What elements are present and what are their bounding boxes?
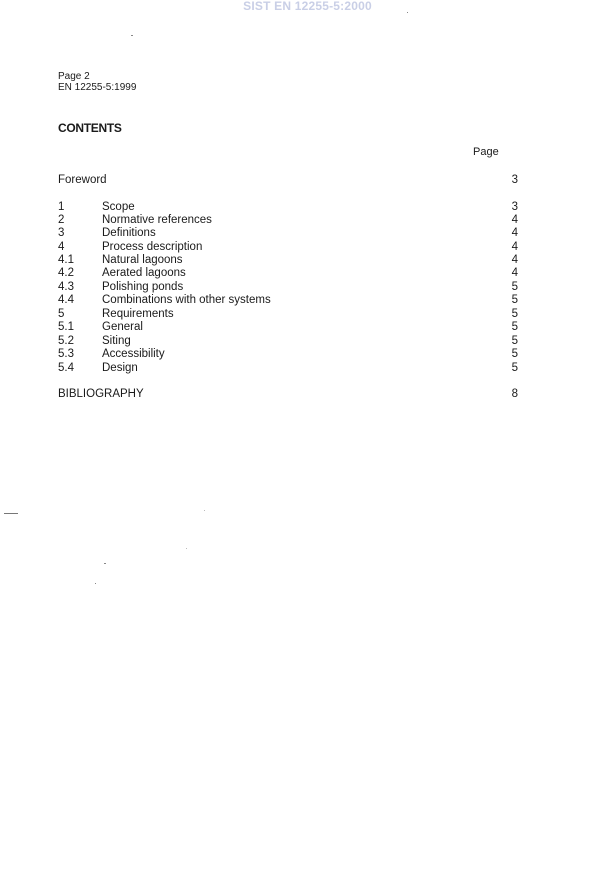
scan-mark — [4, 513, 18, 514]
toc-entry[interactable] — [58, 321, 520, 335]
page-number-line: Page 2 — [58, 71, 90, 82]
toc-entry-page: 3 — [511, 201, 518, 213]
toc-entry-page: 4 — [511, 241, 518, 253]
scan-speck — [204, 510, 205, 511]
toc-entry-number: 4.1 — [58, 254, 74, 266]
toc-entry-title: Polishing ponds — [102, 281, 184, 293]
toc-entry[interactable] — [58, 335, 520, 349]
toc-entry-page: 8 — [511, 388, 518, 400]
scan-speck — [131, 35, 133, 36]
toc-entry-page: 5 — [511, 335, 518, 347]
toc-entry[interactable] — [58, 201, 520, 215]
toc-entry-title: Scope — [102, 201, 135, 213]
toc-entry-number: 4 — [58, 241, 65, 253]
toc-entry-title: Combinations with other systems — [102, 294, 271, 306]
toc-entry-title: Definitions — [102, 227, 156, 239]
toc-entry-title: General — [102, 321, 143, 333]
toc-entry[interactable] — [58, 348, 520, 362]
scan-speck — [407, 12, 408, 13]
toc-entry[interactable] — [58, 214, 520, 228]
toc-entry-page: 5 — [511, 321, 518, 333]
toc-entry-number: 5.4 — [58, 362, 74, 374]
toc-entry-title: Natural lagoons — [102, 254, 183, 266]
page-column-label: Page — [473, 146, 499, 158]
scan-speck — [95, 583, 96, 584]
page-header — [58, 71, 136, 93]
toc-entry[interactable] — [58, 308, 520, 322]
toc-entry-title: Foreword — [58, 174, 107, 186]
contents-title: CONTENTS — [58, 121, 122, 135]
toc-entry-title: Normative references — [102, 214, 212, 226]
toc-entry-foreword[interactable] — [58, 174, 520, 188]
toc-entry-number: 5.1 — [58, 321, 74, 333]
toc-entry-page: 5 — [511, 281, 518, 293]
toc-entry-page: 4 — [511, 214, 518, 226]
toc-entry-number: 4.2 — [58, 267, 74, 279]
scan-speck — [186, 548, 187, 549]
toc-entry[interactable] — [58, 267, 520, 281]
toc-entry-number: 2 — [58, 214, 65, 226]
toc-entry-number: 4.4 — [58, 294, 74, 306]
toc-entry-page: 3 — [511, 174, 518, 186]
toc-entry[interactable] — [58, 294, 520, 308]
toc-entry-number: 1 — [58, 201, 65, 213]
toc-entry-page: 5 — [511, 362, 518, 374]
toc-entry-title: Accessibility — [102, 348, 165, 360]
toc-entry-number: 5.2 — [58, 335, 74, 347]
toc-entry-number: 5.3 — [58, 348, 74, 360]
toc-entry-number: 3 — [58, 227, 65, 239]
toc-entry-page: 4 — [511, 267, 518, 279]
toc-entry-page: 5 — [511, 308, 518, 320]
toc-entry-title: Siting — [102, 335, 131, 347]
toc-entry[interactable] — [58, 362, 520, 376]
toc-entry-page: 4 — [511, 254, 518, 266]
toc-entry[interactable] — [58, 227, 520, 241]
toc-entry-number: 5 — [58, 308, 65, 320]
watermark: SIST EN 12255-5:2000 — [243, 0, 372, 13]
toc-entry[interactable] — [58, 254, 520, 268]
toc-entry-number: 4.3 — [58, 281, 74, 293]
toc-entry-page: 5 — [511, 294, 518, 306]
toc-entry[interactable] — [58, 281, 520, 295]
toc-entry[interactable] — [58, 241, 520, 255]
toc-entry-title: Requirements — [102, 308, 174, 320]
toc-entry-title: Process description — [102, 241, 203, 253]
toc-entry-bibliography[interactable] — [58, 388, 520, 402]
toc-entry-page: 5 — [511, 348, 518, 360]
toc-entry-page: 4 — [511, 227, 518, 239]
standard-number-line: EN 12255-5:1999 — [58, 82, 137, 93]
toc-entry-title: BIBLIOGRAPHY — [58, 388, 144, 400]
toc-entry-title: Design — [102, 362, 138, 374]
scan-speck — [104, 563, 106, 564]
toc-entry-title: Aerated lagoons — [102, 267, 186, 279]
